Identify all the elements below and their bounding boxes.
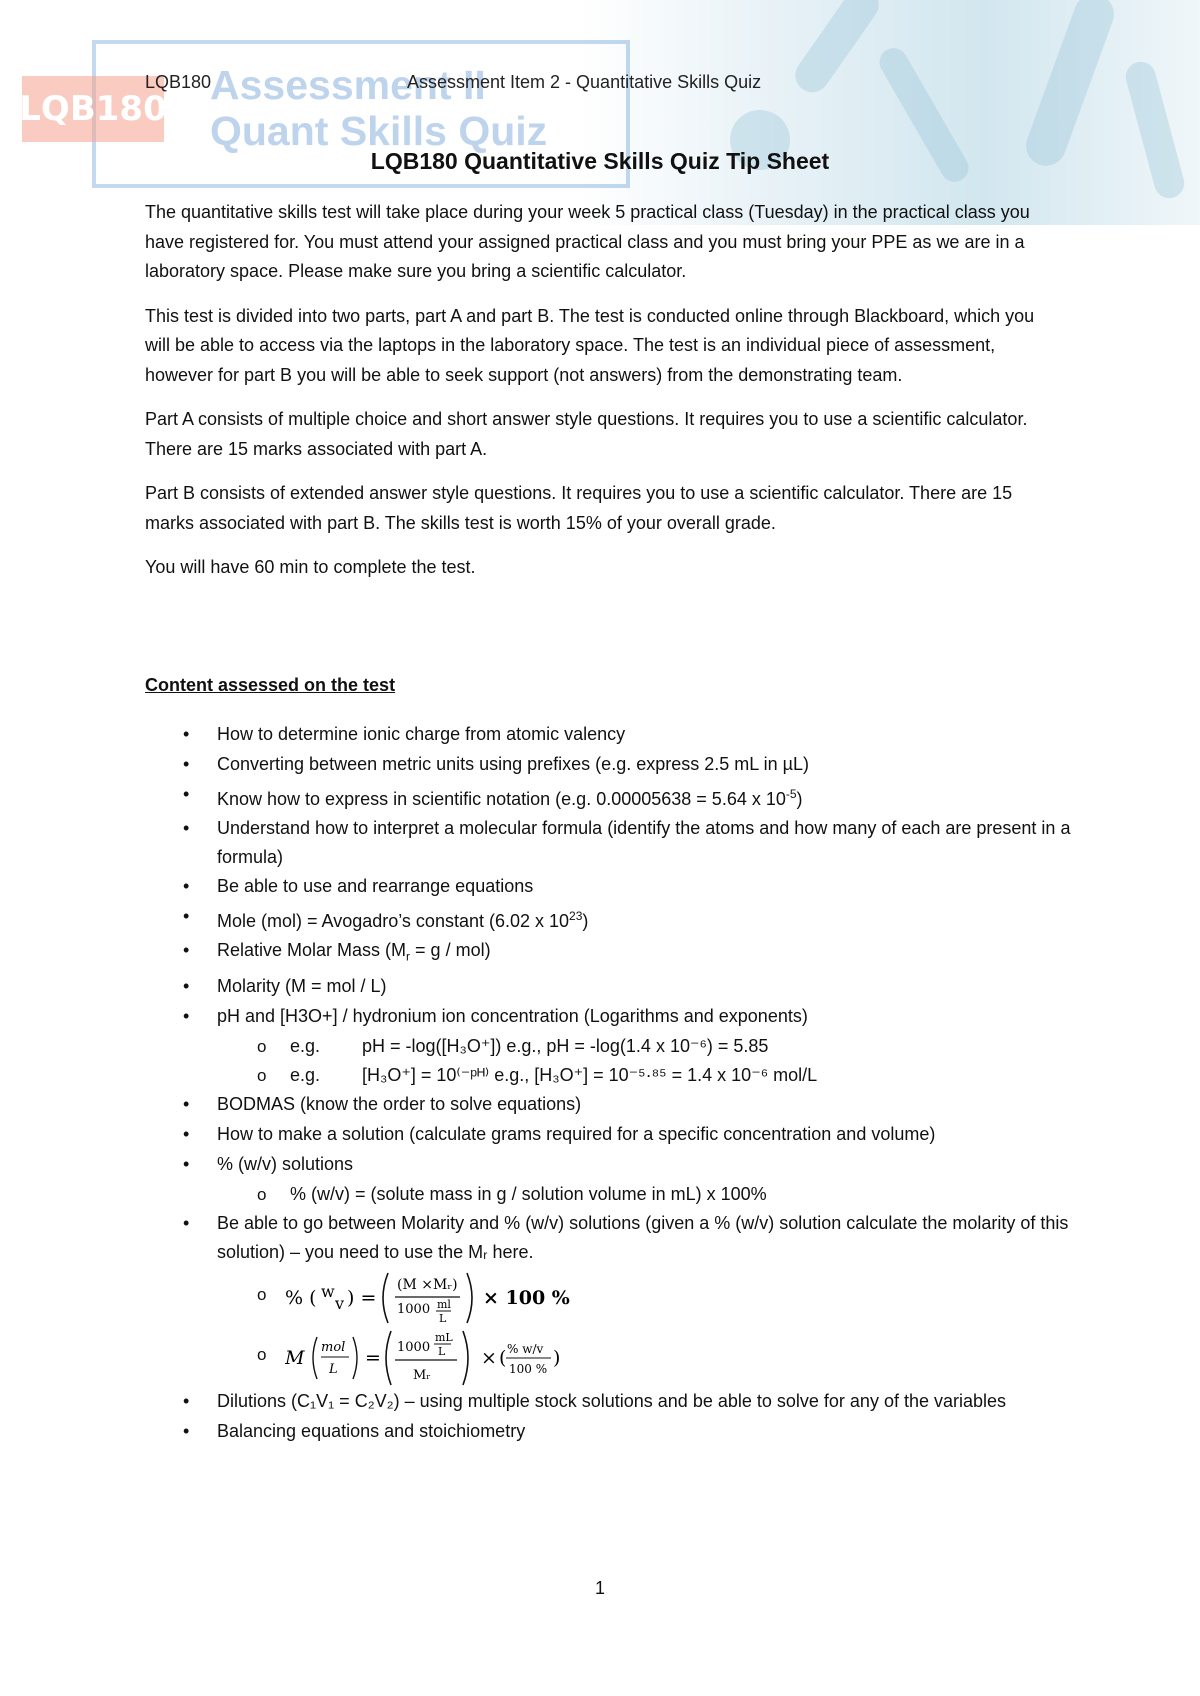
hollow-bullet-icon: o (257, 1284, 267, 1304)
bullet-icon: • (183, 724, 190, 744)
formula2-num: 1000 (397, 1339, 431, 1355)
list-item: • Molarity (M = mol / L) (145, 972, 1075, 1002)
hollow-bullet-icon: o (257, 1344, 267, 1364)
content-heading: Content assessed on the test (145, 675, 396, 695)
svg-text:×: × (481, 1346, 497, 1369)
paragraph: You will have 60 min to complete the test. (145, 557, 476, 577)
content-list (145, 720, 1075, 1447)
formula-m: M (285, 1346, 305, 1369)
list-item: • Relative Molar Mass $(M_r = g / mol)$ (145, 936, 1075, 972)
list-item: • Mole (mol) = Avogadro’s constant (6.02 x $10^{23}$) (145, 902, 1075, 936)
formula-molarity (145, 1327, 1075, 1387)
header-assessment-title: Assessment Item 2 - Quantitative Skills Quiz (407, 72, 762, 92)
bullet-icon: • (183, 975, 190, 996)
formula-w: w (321, 1281, 335, 1301)
watermark-line-2: Quant Skills Quiz (210, 108, 548, 154)
hollow-bullet-icon: o (257, 1065, 267, 1085)
page-number: 1 (594, 1578, 605, 1598)
paragraph: The quantitative skills test will take place during your week 5 practical class (Tuesday) in the practical class you have registered for. You must attend your assigned practical class and you must bring your PPE as we are in a laboratory space. Please make sure you bring a scientific calculator. (145, 202, 1030, 281)
intro-text (145, 198, 1060, 598)
list-item: • How to make a solution (calculate grams required for a specific concentration and volume) (145, 1120, 1075, 1150)
list-item: • Understand how to interpret a molecular formula (identify the atoms and how many of each are present in a formula) (145, 814, 1075, 872)
svg-text:(: ( (499, 1346, 507, 1369)
list-item: • pH and [H3O+] / hydronium ion concentration (Logarithms and exponents) (145, 1002, 1075, 1032)
formula-percent-wv (145, 1267, 1075, 1327)
formula-lhs: % ( (285, 1286, 317, 1309)
bullet-icon: • (183, 940, 190, 960)
formula-percent-wv-graphic (285, 1267, 625, 1329)
watermark-line-1: Assessment II (210, 62, 486, 108)
list-item: • How to determine ionic charge from atomic valency (145, 720, 1075, 750)
list-item: • Be able to go between Molarity and % (w/v) solutions (given a % (w/v) solution calculate the molarity of this solution) – you need to use the Mᵣ here. (145, 1209, 1075, 1267)
list-item: • BODMAS (know the order to solve equations) (145, 1090, 1075, 1120)
paragraph: Part B consists of extended answer style questions. It requires you to use a scientific calculator. There are 15 marks associated with part B. The skills test is worth 15% of your overall grade. (145, 483, 1013, 533)
formula-v: v (335, 1293, 345, 1313)
list-item: • Know how to express in scientific notation (e.g. 0.00005638 = 5.64 x $10^{-5}$) (145, 780, 1075, 814)
formula-tail: × 100 % (483, 1286, 570, 1309)
formula-den: 1000 (397, 1301, 431, 1317)
list-item: • Be able to use and rearrange equations (145, 872, 1075, 902)
formula2-den: Mᵣ (413, 1367, 431, 1383)
svg-text:=: = (365, 1346, 381, 1369)
formula-num: (M ×Mᵣ) (397, 1276, 458, 1293)
hollow-bullet-icon: o (257, 1036, 267, 1056)
hollow-bullet-icon: o (257, 1184, 267, 1204)
bullet-icon: • (183, 1212, 190, 1233)
bullet-icon: • (183, 1420, 190, 1441)
formula-ml: ml (437, 1297, 451, 1311)
bullet-icon: • (183, 1093, 190, 1114)
bullet-icon: • (183, 818, 190, 838)
paragraph: This test is divided into two parts, part A and part B. The test is conducted online through Blackboard, which you will be able to access via the laptops in the laboratory space. The test is an individual piece of assessment, however for part B you will be able to seek support (not answers) from the demonstrating team. (145, 305, 1035, 385)
bullet-icon: • (183, 754, 190, 774)
header-course-code: LQB180 (145, 72, 212, 92)
bullet-icon: • (183, 876, 190, 896)
sub-list-item: o e.g. pH = -log([H₃O⁺]) e.g., pH = -log(1.4 x 10⁻⁶) = 5.85 (145, 1032, 1075, 1061)
formula-l-unit: L (329, 1361, 338, 1377)
sub-list-item: o % (w/v) = (solute mass in g / solution volume in mL) x 100% (145, 1180, 1075, 1209)
header-banner-image (580, 0, 1200, 225)
watermark-course-code: LQB180 (22, 76, 164, 142)
bullet-icon: • (183, 784, 190, 804)
bullet-icon: • (183, 1390, 190, 1411)
formula-mol: mol (321, 1339, 346, 1355)
svg-text:) =: ) = (347, 1286, 377, 1309)
formula2-ml: mL (435, 1330, 453, 1344)
bullet-icon: • (183, 1153, 190, 1174)
bullet-icon: • (183, 906, 190, 926)
formula2-l: L (438, 1344, 446, 1358)
list-item: • Balancing equations and stoichiometry (145, 1417, 1075, 1447)
sub-list-item: o e.g. [H₃O⁺] = 10⁽⁻ᵖᴴ⁾ e.g., [H₃O⁺] = 10⁻⁵·⁸⁵ = 1.4 x 10⁻⁶ mol/L (145, 1061, 1075, 1090)
page-title: LQB180 Quantitative Skills Quiz Tip Sheet (370, 148, 830, 174)
bullet-icon: • (183, 1123, 190, 1144)
formula2-p100: 100 % (509, 1361, 548, 1376)
bullet-icon: • (183, 1005, 190, 1026)
svg-text:): ) (553, 1346, 561, 1369)
paragraph: Part A consists of multiple choice and short answer style questions. It requires you to use a scientific calculator. There are 15 marks associated with part A. (145, 409, 1028, 459)
formula-l: L (439, 1311, 447, 1325)
list-item: • Converting between metric units using prefixes (e.g. express 2.5 mL in µL) (145, 750, 1075, 780)
formula-molarity-graphic (285, 1327, 625, 1389)
list-item: • % (w/v) solutions (145, 1150, 1075, 1180)
formula2-pw: % w/v (507, 1341, 544, 1356)
list-item: • Dilutions (C₁V₁ = C₂V₂) – using multiple stock solutions and be able to solve for any of the variables (145, 1387, 1075, 1417)
